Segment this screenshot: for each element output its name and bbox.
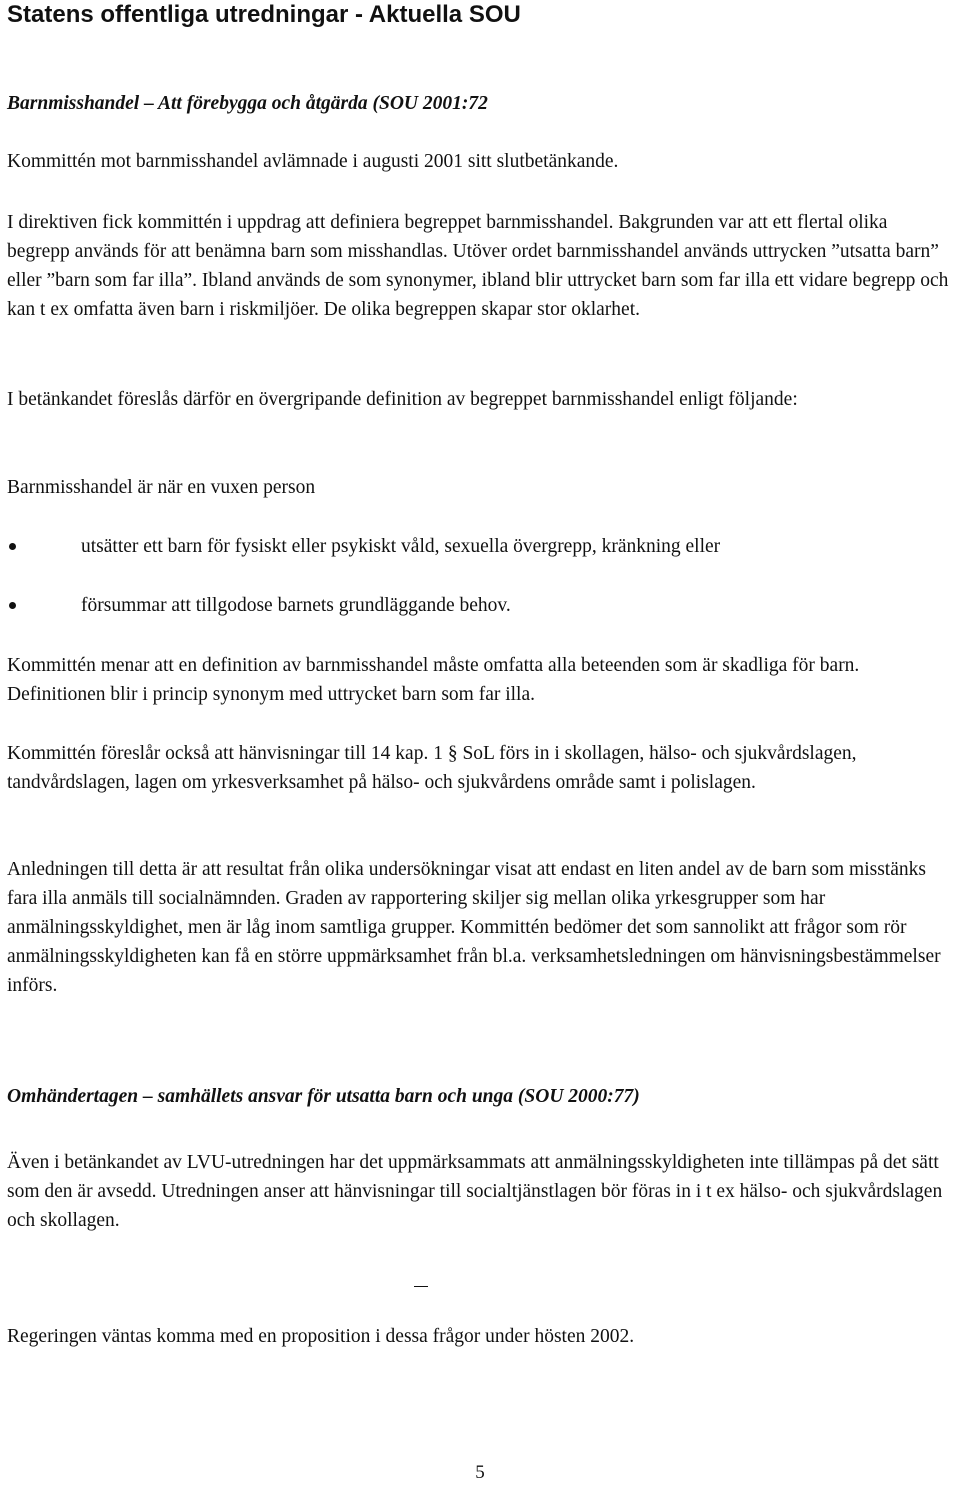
bullet-text: försummar att tillgodose barnets grundläggande behov. [81, 595, 511, 616]
bullet-dot-icon [9, 602, 16, 609]
paragraph-slutbetankande: Kommittén mot barnmisshandel avlämnade i augusti 2001 sitt slutbetänkande. [7, 151, 619, 172]
bullet-text: utsätter ett barn för fysiskt eller psykiskt våld, sexuella övergrepp, kränkning eller [81, 536, 721, 557]
definition-bullet-list [7, 532, 955, 620]
separator-dash [414, 1286, 428, 1287]
paragraph-definition-lead: Barnmisshandel är när en vuxen person [7, 477, 316, 498]
paragraph-regeringen: Regeringen väntas komma med en proposition i dessa frågor under hösten 2002. [7, 1326, 635, 1347]
paragraph-direktiven: I direktiven fick kommittén i uppdrag att definiera begreppet barnmisshandel. Bakgrunden var att ett flertal olika begrepp används för att benämna barn som misshandlas. Utöver ordet barnmisshandel används uttrycken ”utsatta barn” eller ”barn som far illa”. Ibland används de som synonymer, ibland blir uttrycket barn som far illa ett vidare begrepp och kan t ex omfatta även barn i riskmiljöer. De olika begreppen skapar stor oklarhet. [7, 212, 949, 320]
bullet-item [7, 591, 955, 620]
section-heading-omhandertagen: Omhändertagen – samhällets ansvar för utsatta barn och unga (SOU 2000:77) [7, 1086, 640, 1107]
page-number: 5 [475, 1462, 485, 1483]
paragraph-hanvisningar: Kommittén föreslår också att hänvisningar till 14 kap. 1 § SoL förs in i skollagen, hälso- och sjukvårdslagen, tandvårdslagen, lagen om yrkesverksamhet på hälso- och sjukvårdens område samt i polislagen. [7, 743, 857, 793]
paragraph-anledningen: Anledningen till detta är att resultat från olika undersökningar visat att endast en liten andel av de barn som misstänks fara illa anmäls till socialnämnden. Graden av rapportering skiljer sig mellan olika yrkesgrupper som har anmälningsskyldighet, men är låg inom samtliga grupper. Kommittén bedömer det som sannolikt att frågor som rör anmälningsskyldigheten kan få en större uppmärksamhet från bl.a. verksamhetsledningen om hänvisningsbestämmelser införs. [7, 859, 941, 996]
bullet-dot-icon [9, 543, 16, 550]
paragraph-definition-intro: I betänkandet föreslås därför en övergripande definition av begreppet barnmisshandel enligt följande: [7, 389, 798, 410]
paragraph-lvu-utredningen: Även i betänkandet av LVU-utredningen har det uppmärksammats att anmälningsskyldigheten inte tillämpas på det sätt som den är avsedd. Utredningen anser att hänvisningar till socialtjänstlagen bör föras in i t ex hälso- och sjukvårdslagen och skollagen. [7, 1152, 943, 1231]
paragraph-kommitten-menar: Kommittén menar att en definition av barnmisshandel måste omfatta alla beteenden som är skadliga för barn. Definitionen blir i princip synonym med uttrycket barn som far illa. [7, 655, 860, 705]
section-heading-barnmisshandel: Barnmisshandel – Att förebygga och åtgärda (SOU 2001:72 [7, 93, 488, 114]
document-title: Statens offentliga utredningar - Aktuella SOU [7, 1, 521, 28]
bullet-item [7, 532, 955, 561]
